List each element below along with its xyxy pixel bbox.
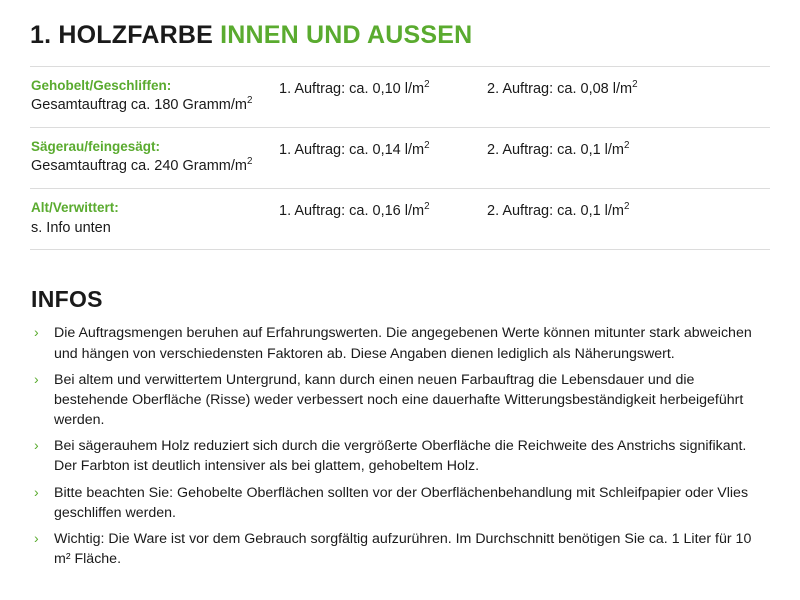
table-cell-second-coat <box>487 137 770 162</box>
list-item-text: Bei sägerauhem Holz reduziert sich durch die vergrößerte Oberfläche die Reichweite des Anstrichs signifikant. Der Farbton ist deutlich intensiver als bei glattem, gehobeltem Holz. <box>54 438 747 475</box>
first-coat-sup: 2 <box>424 78 430 90</box>
surface-name: Alt/Verwittert: <box>31 200 119 216</box>
surface-total-text: s. Info unten <box>31 219 111 236</box>
table-row <box>30 128 770 189</box>
table-cell-second-coat <box>487 198 770 223</box>
infos-list <box>30 323 770 569</box>
surface-total <box>31 95 279 117</box>
surface-total-text: Gesamtauftrag ca. 240 Gramm/m <box>31 158 247 175</box>
first-coat-text: 1. Auftrag: ca. 0,10 l/m <box>279 80 425 97</box>
surface-total-text: Gesamtauftrag ca. 180 Gramm/m <box>31 97 247 114</box>
list-item-text: Bitte beachten Sie: Gehobelte Oberflächen sollten vor der Oberflächenbehandlung mit Schleifpapier oder Vlies geschliffen werden. <box>54 484 749 521</box>
first-coat-text: 1. Auftrag: ca. 0,16 l/m <box>279 203 425 220</box>
infos-heading: INFOS <box>31 286 103 313</box>
table-cell-second-coat <box>487 76 770 101</box>
chevron-right-icon: › <box>34 483 39 500</box>
table-cell-surface <box>30 76 279 117</box>
surface-total-sup: 2 <box>246 95 253 107</box>
table-cell-first-coat <box>279 76 487 101</box>
table-cell-surface <box>30 198 279 239</box>
second-coat-sup: 2 <box>624 201 630 213</box>
surface-total <box>31 218 279 240</box>
second-coat-text: 2. Auftrag: ca. 0,1 l/m <box>487 203 625 220</box>
second-coat-text: 2. Auftrag: ca. 0,08 l/m <box>487 80 633 97</box>
second-coat-text: 2. Auftrag: ca. 0,1 l/m <box>487 141 625 158</box>
chevron-right-icon: › <box>34 529 39 546</box>
list-item-text: Die Auftragsmengen beruhen auf Erfahrungswerten. Die angegebenen Werte können mitunter stark abweichen und hängen von verschiedensten Faktoren ab. Diese Angaben dienen lediglich als Näherungswert. <box>54 325 752 362</box>
table-cell-first-coat <box>279 198 487 223</box>
surface-name: Sägerau/feingesägt: <box>31 138 161 154</box>
first-coat-sup: 2 <box>424 201 430 213</box>
surface-name: Gehobelt/Geschliffen: <box>31 77 172 93</box>
list-item <box>30 323 770 363</box>
list-item <box>30 483 770 523</box>
table-row <box>30 67 770 128</box>
list-item-text: Bei altem und verwittertem Untergrund, kann durch einen neuen Farbauftrag die Lebensdauer und die bestehende Oberfläche (Risse) weder verbessert noch eine dauerhafte Witterungsbeständigkeit herbeigeführt werden. <box>54 371 744 429</box>
list-item-text: Wichtig: Die Ware ist vor dem Gebrauch sorgfältig aufzurühren. Im Durchschnitt benötigen Sie ca. 1 Liter für 10 m² Fläche. <box>54 530 752 567</box>
table-cell-surface <box>30 137 279 178</box>
second-coat-sup: 2 <box>632 78 638 90</box>
list-item <box>30 436 770 476</box>
chevron-right-icon: › <box>34 324 39 341</box>
page-title-number: 1. HOLZFARBE <box>30 21 213 49</box>
first-coat-sup: 2 <box>424 139 430 151</box>
chevron-right-icon: › <box>34 370 39 387</box>
second-coat-sup: 2 <box>624 139 630 151</box>
first-coat-text: 1. Auftrag: ca. 0,14 l/m <box>279 141 425 158</box>
table-cell-first-coat <box>279 137 487 162</box>
surface-total <box>31 156 279 178</box>
coverage-table <box>30 66 770 251</box>
table-row <box>30 189 770 250</box>
list-item <box>30 370 770 430</box>
chevron-right-icon: › <box>34 437 39 454</box>
page-title-subtitle: INNEN UND AUSSEN <box>220 21 473 49</box>
list-item <box>30 529 770 569</box>
page-title <box>30 22 770 50</box>
surface-total-sup: 2 <box>246 156 253 168</box>
